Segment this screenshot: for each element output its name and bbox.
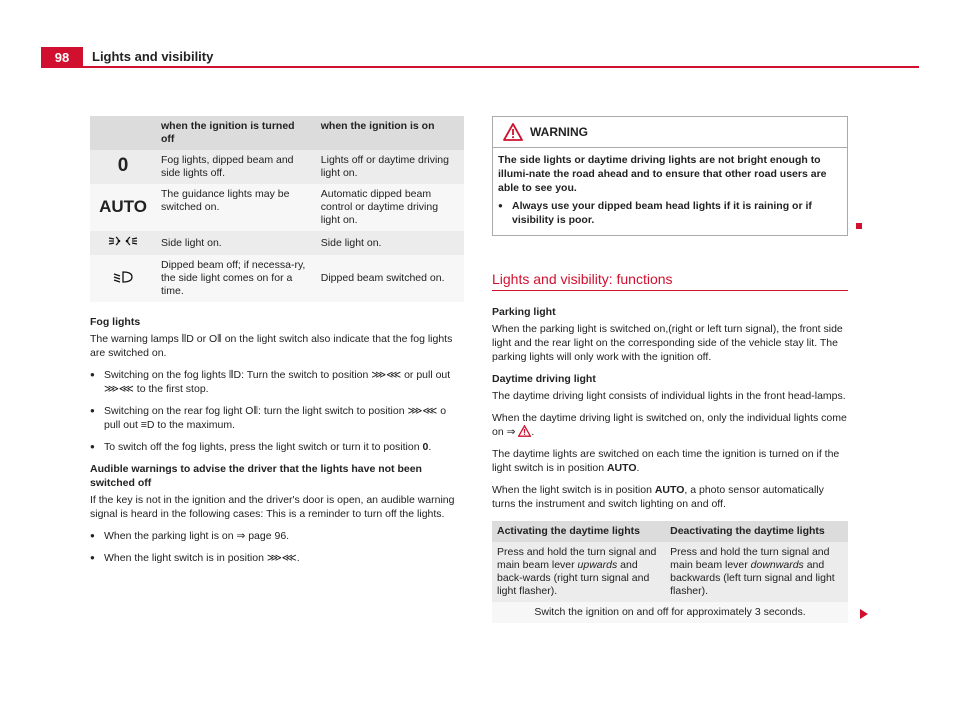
list-item: ● When the parking light is on ⇒ page 96. — [90, 529, 464, 543]
table-header-icon — [90, 116, 156, 150]
warning-text: The side lights or daytime driving lights are not bright enough to illumi-nate the road ahead and to ensure that other road users are able to see you. — [498, 154, 827, 194]
list-item: ● To switch off the fog lights, press the light switch or turn it to position 0. — [90, 440, 464, 454]
rear-fog-icon: O⦀ — [209, 333, 222, 345]
side-light-icon — [90, 231, 156, 255]
page-title: Lights and visibility — [92, 49, 214, 64]
rear-fog-icon: O⦀ — [245, 405, 259, 417]
table-header-off: when the ignition is turned off — [156, 116, 316, 150]
page-reference-link[interactable]: ⇒ page 96 — [236, 530, 287, 542]
fog-lights-intro: The warning lamps ⦀D or O⦀ on the light switch also indicate that the fog lights are switched on. — [90, 333, 453, 359]
front-fog-icon: ⦀D — [228, 369, 242, 381]
daytime-light-heading: Daytime driving light — [492, 373, 596, 385]
light-switch-table — [90, 116, 464, 302]
table-header-on: when the ignition is on — [316, 116, 464, 150]
table-row — [90, 184, 464, 231]
table-cell: Lights off or daytime driving light on. — [316, 150, 464, 184]
list-item: ● When the light switch is in position ⋙⋘. — [90, 551, 464, 565]
table-row — [90, 150, 464, 184]
table-cell: Dipped beam off; if necessa-ry, the side light comes on for a time. — [156, 255, 316, 302]
audible-warnings-text: If the key is not in the ignition and the driver's door is open, an audible warning signal is heard in the following cases: This is a reminder to turn off the lights. — [90, 494, 455, 520]
side-light-icon: ⋙⋘ — [104, 383, 134, 395]
auto-icon: AUTO — [90, 184, 156, 231]
warning-bullet: ● Always use your dipped beam head lights if it is raining or if visibility is poor. — [498, 199, 842, 227]
parking-light-text: When the parking light is switched on,(right or left turn signal), the front side light and the rear light on the corresponding side of the vehicle stay lit. The parking lights will only work with the ignition off. — [492, 323, 843, 363]
list-item: ● Switching on the rear fog light O⦀: turn the light switch to position ⋙⋘ o pull out ≡D to the maximum. — [90, 404, 464, 432]
section-end-marker — [856, 223, 862, 229]
table-cell: Fog lights, dipped beam and side lights off. — [156, 150, 316, 184]
table-cell: Press and hold the turn signal and main beam lever downwards and backwards (left turn signal and light flasher). — [665, 542, 848, 602]
table-cell: The guidance lights may be switched on. — [156, 184, 316, 231]
table-row — [492, 602, 848, 623]
daytime-lights-table — [492, 521, 848, 623]
switch-off-icon: 0 — [90, 150, 156, 184]
table-row — [90, 231, 464, 255]
warning-title: WARNING — [530, 125, 588, 139]
table-cell: Side light on. — [316, 231, 464, 255]
table-header-activating: Activating the daytime lights — [492, 521, 665, 542]
side-light-icon: ⋙⋘ — [371, 369, 402, 381]
fog-lights-heading: Fog lights — [90, 316, 141, 328]
side-light-icon: ⋙⋘ — [266, 552, 297, 564]
daytime-lights-table-wrap — [492, 521, 848, 623]
daytime-light-text: The daytime lights are switched on each time the ignition is turned on if the light switch is in position AUTO. — [492, 448, 840, 474]
warning-triangle-icon[interactable] — [518, 425, 531, 437]
auto-icon: AUTO — [654, 484, 685, 496]
left-column — [90, 116, 464, 573]
warning-header — [493, 117, 847, 148]
table-row — [492, 542, 848, 602]
warning-body — [493, 148, 847, 235]
table-cell: Dipped beam switched on. — [316, 255, 464, 302]
right-column — [492, 116, 848, 623]
dipped-beam-icon — [90, 255, 156, 302]
parking-light-heading: Parking light — [492, 306, 556, 318]
switch-off-icon: 0 — [422, 441, 429, 453]
auto-icon: AUTO — [606, 462, 637, 474]
table-cell: Side light on. — [156, 231, 316, 255]
table-footer-cell: Switch the ignition on and off for approximately 3 seconds. — [492, 602, 848, 623]
header-rule — [41, 66, 919, 68]
warning-box — [492, 116, 848, 236]
table-cell: Press and hold the turn signal and main beam lever upwards and back-wards (right turn signal and light flasher). — [492, 542, 665, 602]
table-cell: Automatic dipped beam control or daytime driving light on. — [316, 184, 464, 231]
page-number: 98 — [41, 47, 83, 68]
continue-arrow-icon — [860, 609, 868, 619]
side-light-icon: ⋙⋘ — [407, 405, 438, 417]
daytime-light-text: When the daytime driving light is switched on, only the individual lights come on ⇒ . — [492, 412, 847, 438]
dipped-beam-icon: ≡D — [140, 419, 155, 431]
front-fog-icon: ⦀D — [181, 333, 194, 345]
section-title: Lights and visibility: functions — [492, 272, 848, 291]
table-row — [90, 255, 464, 302]
daytime-light-text: The daytime driving light consists of individual lights in the front head-lamps. — [492, 390, 846, 402]
table-header-deactivating: Deactivating the daytime lights — [665, 521, 848, 542]
daytime-light-text: When the light switch is in position AUTO, a photo sensor automatically turns the instrument and switch lighting on and off. — [492, 484, 824, 510]
list-item: ● Switching on the fog lights ⦀D: Turn the switch to position ⋙⋘ or pull out ⋙⋘ to the first stop. — [90, 368, 464, 396]
warning-triangle-icon — [503, 123, 523, 141]
audible-warnings-heading: Audible warnings to advise the driver that the lights have not been switched off — [90, 463, 422, 489]
